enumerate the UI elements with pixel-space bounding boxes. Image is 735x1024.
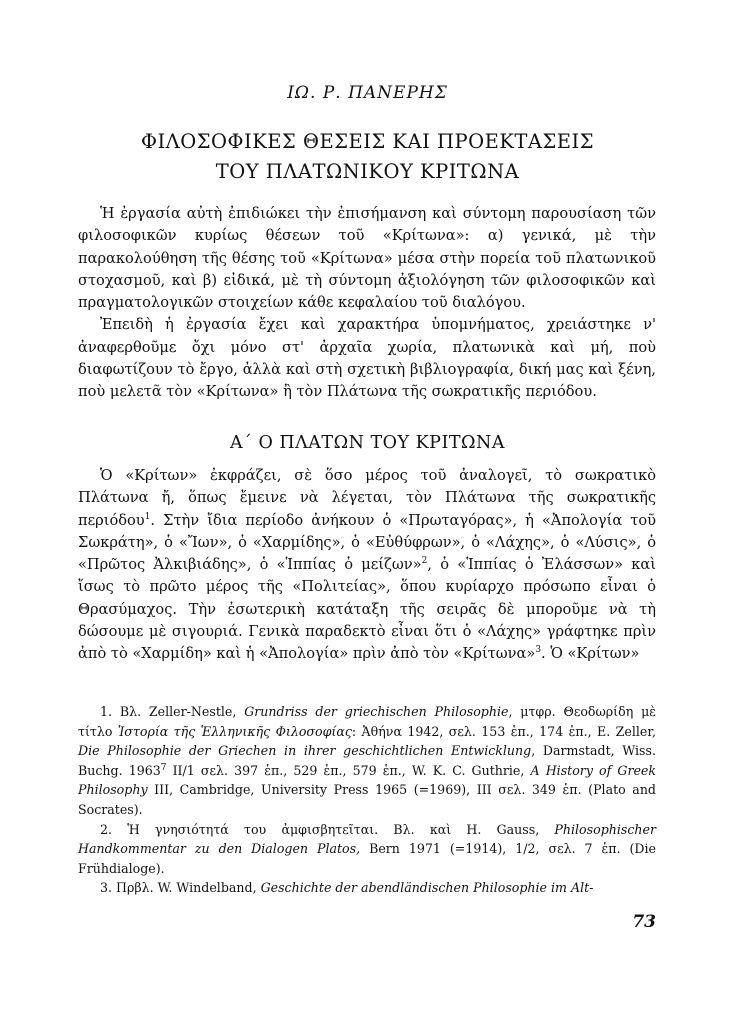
footnote-1 <box>78 702 656 820</box>
section-body <box>78 465 656 666</box>
section-text-part-4: . Ὁ «Κρίτων» <box>541 645 640 663</box>
footnote-1-work-title: Die Philosophie der Griechen in ihrer geschichtlichen Entwicklung <box>78 743 532 759</box>
section-text-part-1: Ὁ «Κρίτων» ἐκφράζει, σὲ ὅσο μέρος τοῦ ἀναλογεῖ, τὸ σωκρατικὸ Πλάτωνα ἤ, ὅπως ἔμεινε νὰ λέγεται, τὸν Πλάτωνα τῆς σωκρατικῆς περιόδου <box>78 467 656 529</box>
footnote-1-text: : Ἀθήνα 1942, σελ. 153 ἑπ., 174 ἑπ., E. Zeller, <box>351 723 656 739</box>
footnote-1-text: III, Cambridge, University Press 1965 (=1969), III σελ. 349 ἑπ. (Plato and Socrates). <box>78 782 656 817</box>
footnote-ref-3: 3 <box>535 645 542 656</box>
intro-paragraph-2: Ἐπειδὴ ἡ ἐργασία ἔχει καὶ χαρακτήρα ὑπομνήματος, χρειάστηκε ν' ἀναφερθοῦμε ὄχι μόνο στ' ἀρχαῖα χωρία, πλατωνικὰ καὶ μή, ποὺ διαφωτίζουν τὸ ἔργο, ἀλλὰ καὶ στὴ σχετικὴ βιβλιογραφία, δική μας καὶ ξένη, ποὺ μελετᾶ τὸν «Κρίτωνα» ἢ τὸν Πλάτωνα τῆς σωκρατικῆς περιόδου. <box>78 316 656 401</box>
footnote-3 <box>78 878 656 898</box>
footnote-2-text: 2. Ἡ γνησιότητά του ἀμφισβητεῖται. Βλ. καὶ H. Gauss, <box>100 821 555 837</box>
footnote-1-work-title: Grundriss der griechischen Philosophie <box>244 704 509 719</box>
section-text-part-3: , ὁ «Ἱππίας ὁ Ἐλάσσων» καὶ ἴσως τὸ πρῶτο μέρος τῆς «Πολιτείας», ὅπου κυρίαρχο πρόσωπο εἶναι ὁ Θρασύμαχος. Τὴν ἐσωτερικὴ κατάταξη τῆς σειρᾶς δὲ μποροῦμε νὰ τὴ δώσουμε μὲ σιγουριά. Γενικὰ παραδεκτὸ εἶναι ὅτι ὁ «Λάχης» γράφτηκε πρὶν ἀπὸ τὸ «Χαρμίδη» καὶ ἡ «Ἀπολογία» πρὶν ἀπὸ τὸν «Κρίτωνα» <box>78 556 656 663</box>
footnote-2 <box>78 820 656 879</box>
footnote-1-text: , μτφρ. Θεοδωρίδη μὲ τίτλο <box>78 704 657 739</box>
article-title-line-2: ΤΟΥ ΠΛΑΤΩΝΙΚΟΥ ΚΡΙΤΩΝΑ <box>215 160 520 183</box>
intro-paragraph-1: Ἡ ἐργασία αὐτὴ ἐπιδιώκει τὴν ἐπισήμανση καὶ σύντομη παρουσίαση τῶν φιλοσοφικῶν κυρίως θέσεων τοῦ «Κρίτωνα»: α) γενικά, μὲ τὴν παρακολούθηση τῆς θέσης τοῦ «Κρίτωνα» μέσα στὴν πορεία τοῦ πλατωνικοῦ στοχασμοῦ, καὶ β) εἰδικά, μὲ τὴ σύντομη ἀξιολόγηση τῶν φιλοσοφικῶν καὶ πραγματολογικῶν στοιχείων κάθε κεφαλαίου τοῦ διαλόγου. <box>78 205 656 312</box>
section-heading: Α΄ Ο ΠΛΑΤΩΝ ΤΟΥ ΚΡΙΤΩΝΑ <box>230 433 505 453</box>
footnote-1-work-title: A History of Greek Philosophy <box>78 762 656 798</box>
footnote-3-work-title: Geschichte der abendländischen Philosophie im Alt- <box>260 880 594 896</box>
section-text-part-2: . Στὴν ἴδια περίοδο ἀνήκουν ὁ «Πρωταγόρας», ἡ «Ἀπολογία τοῦ Σωκράτη», ὁ «Ἴων», ὁ «Χαρμίδης», ὁ «Εὐθύφρων», ὁ «Λάχης», ὁ «Λύσις», ὁ «Πρῶτος Ἀλκιβιάδης», ὁ «Ἱππίας ὁ μείζων» <box>78 511 656 574</box>
footnote-3-text: 3. Πρβλ. W. Windelband, <box>100 880 261 896</box>
footnote-1-text: 1. Βλ. Zeller-Nestle, <box>100 704 245 719</box>
footnote-2-text: Bern 1971 (=1914), 1/2, σελ. 7 ἑπ. (Die Frühdialoge). <box>78 841 656 876</box>
footnotes <box>78 702 656 898</box>
footnote-1-edition: 7 <box>160 762 167 773</box>
footnote-ref-2: 2 <box>421 556 428 567</box>
page-number: 73 <box>632 912 656 932</box>
section-paragraph <box>78 465 656 666</box>
footnote-2-work-title: Philosophischer Handkommentar zu den Dialogen Platos, <box>78 821 656 857</box>
footnote-1-text: , Darmstadt, Wiss. Buchg. 1963 <box>78 743 656 778</box>
article-title-line-1: ΦΙΛΟΣΟΦΙΚΕΣ ΘΕΣΕΙΣ ΚΑΙ ΠΡΟΕΚΤΑΣΕΙΣ <box>140 130 594 153</box>
footnote-ref-1: 1 <box>144 511 151 522</box>
footnote-1-work-title: Ἱστορία τῆς Ἑλληνικῆς Φιλοσοφίας <box>117 723 352 739</box>
intro-section <box>78 203 656 404</box>
author-name: ΙΩ. Ρ. ΠΑΝΕΡΗΣ <box>287 83 448 103</box>
footnote-1-text: II/1 σελ. 397 ἑπ., 529 ἑπ., 579 ἑπ., W. K. C. Guthrie, <box>166 762 531 778</box>
